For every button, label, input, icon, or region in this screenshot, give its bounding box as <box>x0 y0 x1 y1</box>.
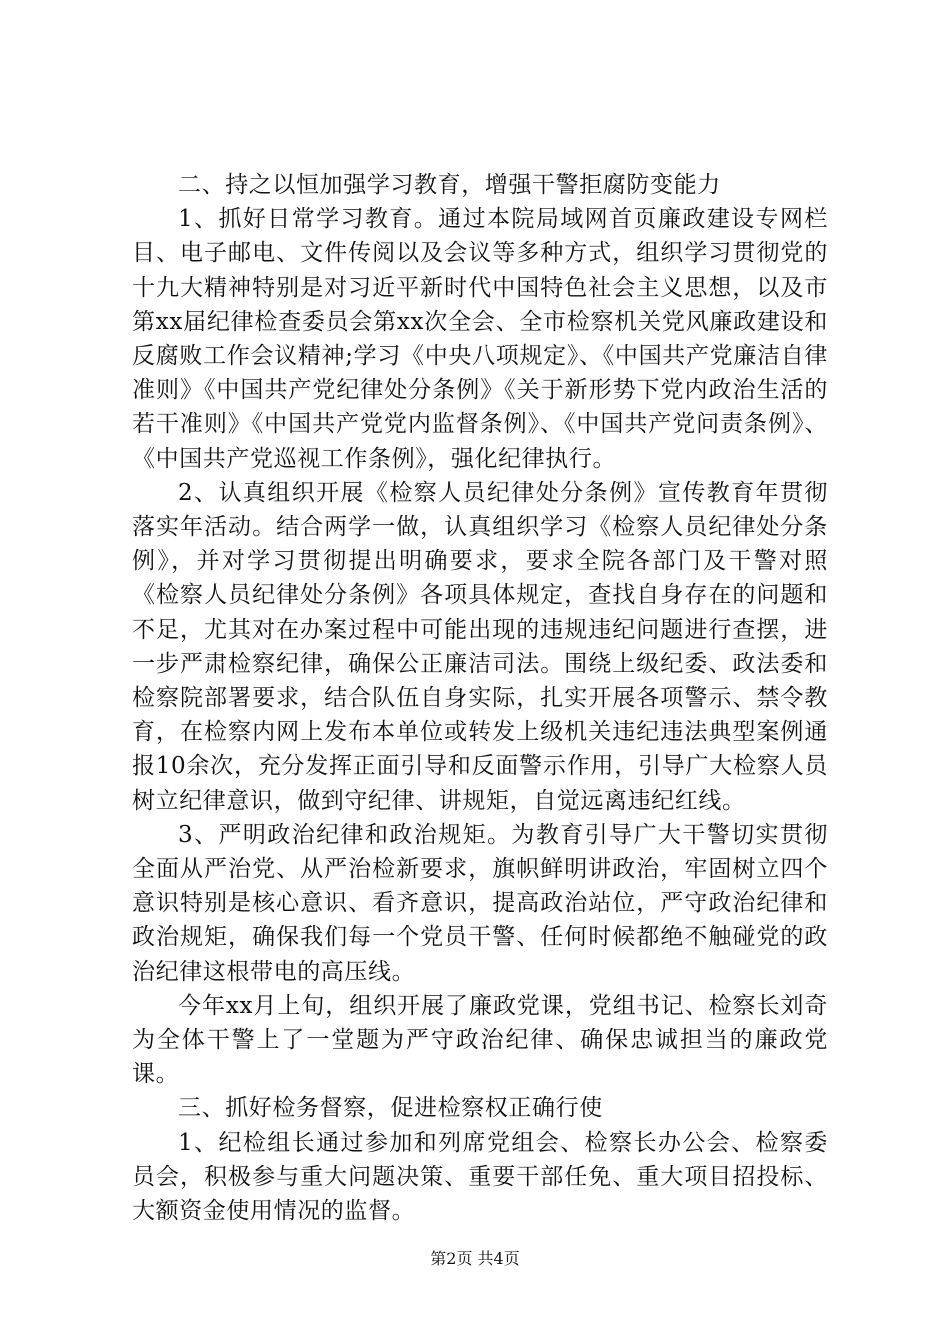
paragraph-supervision: 1、纪检组长通过参加和列席党组会、检察长办公会、检察委员会，积极参与重大问题决策、重要干部任免、重大项目招投标、大额资金使用情况的监督。 <box>132 1129 828 1225</box>
document-body <box>132 168 828 1228</box>
section-heading-2: 二、持之以恒加强学习教育，增强干警拒腐防变能力 <box>178 172 721 198</box>
paragraph-political-discipline: 3、严明政治纪律和政治规矩。为教育引导广大干警切实贯彻全面从严治党、从严治检新要求，旗帜鲜明讲政治，牢固树立四个意识特别是核心意识、看齐意识，提高政治站位，严守政治纪律和政治规矩，确保我们每一个党员干警、任何时候都绝不触碰党的政治纪律这根带电的高压线。 <box>132 821 828 985</box>
page-footer: 第2页 共4页 <box>430 1249 520 1268</box>
paragraph-discipline-regulations: 2、认真组织开展《检察人员纪律处分条例》宣传教育年贯彻落实年活动。结合两学一做，认真组织学习《检察人员纪律处分条例》，并对学习贯彻提出明确要求，要求全院各部门及干警对照《检察人员纪律处分条例》各项具体规定，查找自身存在的问题和不足，尤其对在办案过程中可能出现的违规违纪问题进行查摆，进一步严肃检察纪律，确保公正廉洁司法。围绕上级纪委、政法委和检察院部署要求，结合队伍自身实际，扎实开展各项警示、禁令教育，在检察内网上发布本单位或转发上级机关违纪违法典型案例通报10余次，充分发挥正面引导和反面警示作用，引导广大检察人员树立纪律意识，做到守纪律、讲规矩，自觉远离违纪红线。 <box>132 479 828 814</box>
section-heading-3: 三、抓好检务督察，促进检察权正确行使 <box>178 1095 603 1122</box>
paragraph-integrity-lecture: 今年xx月上旬，组织开展了廉政党课，党组书记、检察长刘奇为全体干警上了一堂题为严守政治纪律、确保忠诚担当的廉政党课。 <box>132 992 828 1088</box>
paragraph-daily-study: 1、抓好日常学习教育。通过本院局域网首页廉政建设专网栏目、电子邮电、文件传阅以及会议等多种方式，组织学习贯彻党的十九大精神特别是对习近平新时代中国特色社会主义思想，以及市第xx届纪律检查委员会第xx次全会、全市检察机关党风廉政建设和反腐败工作会议精神;学习《中央八项规定》、《中国共产党廉洁自律准则》《中国共产党纪律处分条例》《关于新形势下党内政治生活的若干准则》《中国共产党党内监督条例》、《中国共产党问责条例》、《中国共产党巡视工作条例》，强化纪律执行。 <box>132 206 828 472</box>
